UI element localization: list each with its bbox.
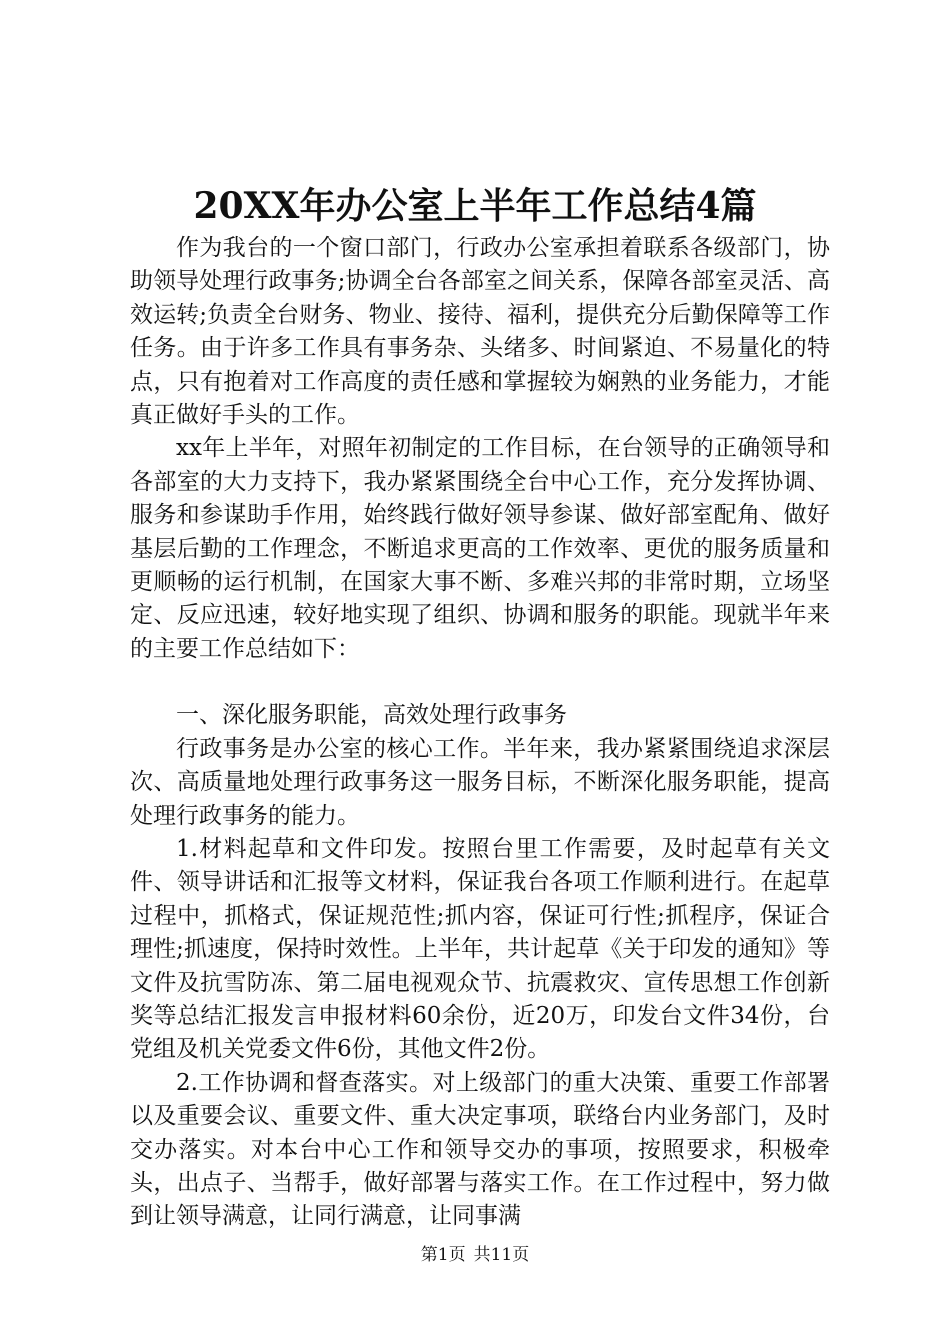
paragraph-overview: xx年上半年，对照年初制定的工作目标，在台领导的正确领导和各部室的大力支持下，我办紧紧围绕全台中心工作，充分发挥协调、服务和参谋助手作用，始终践行做好领导参谋、做好部室配角、做好基层后勤的工作理念，不断追求更高的工作效率、更优的服务质量和更顺畅的运行机制，在国家大事不断、多难兴邦的非常时期，立场坚定、反应迅速，较好地实现了组织、协调和服务的职能。现就半年来的主要工作总结如下：	[130, 435, 830, 662]
page-total: 共11页	[473, 1245, 530, 1265]
paragraph-intro: 作为我台的一个窗口部门，行政办公室承担着联系各级部门，协助领导处理行政事务;协调全台各部室之间关系，保障各部室灵活、高效运转;负责全台财务、物业、接待、福利，提供充分后勤保障等工作任务。由于许多工作具有事务杂、头绪多、时间紧迫、不易量化的特点，只有抱着对工作高度的责任感和掌握较为娴熟的业务能力，才能真正做好手头的工作。	[130, 235, 830, 429]
document-body	[130, 232, 830, 1234]
paragraph-section-1-intro: 行政事务是办公室的核心工作。半年来，我办紧紧围绕追求深层次、高质量地处理行政事务这一服务目标，不断深化服务职能，提高处理行政事务的能力。	[130, 735, 830, 829]
paragraph-item-1: 1.材料起草和文件印发。按照台里工作需要，及时起草有关文件、领导讲话和汇报等文材料，保证我台各项工作顺利进行。在起草过程中，抓格式，保证规范性;抓内容，保证可行性;抓程序，保证合理性;抓速度，保持时效性。上半年，共计起草《关于印发的通知》等文件及抗雪防冻、第二届电视观众节、抗震救灾、宣传思想工作创新奖等总结汇报发言申报材料60余份，近20万，印发台文件34份，台党组及机关党委文件6份，其他文件2份。	[130, 835, 830, 1063]
section-heading-1: 一、深化服务职能，高效处理行政事务	[176, 702, 567, 729]
document-title: 20XX年办公室上半年工作总结4篇	[193, 185, 757, 227]
page-footer	[0, 1243, 950, 1267]
paragraph-item-2: 2.工作协调和督查落实。对上级部门的重大决策、重要工作部署以及重要会议、重要文件、重大决定事项，联络台内业务部门，及时交办落实。对本台中心工作和领导交办的事项，按照要求，积极牵头，出点子、当帮手，做好部署与落实工作。在工作过程中，努力做到让领导满意，让同行满意，让同事满	[130, 1069, 830, 1230]
page-number: 第1页	[420, 1245, 466, 1265]
